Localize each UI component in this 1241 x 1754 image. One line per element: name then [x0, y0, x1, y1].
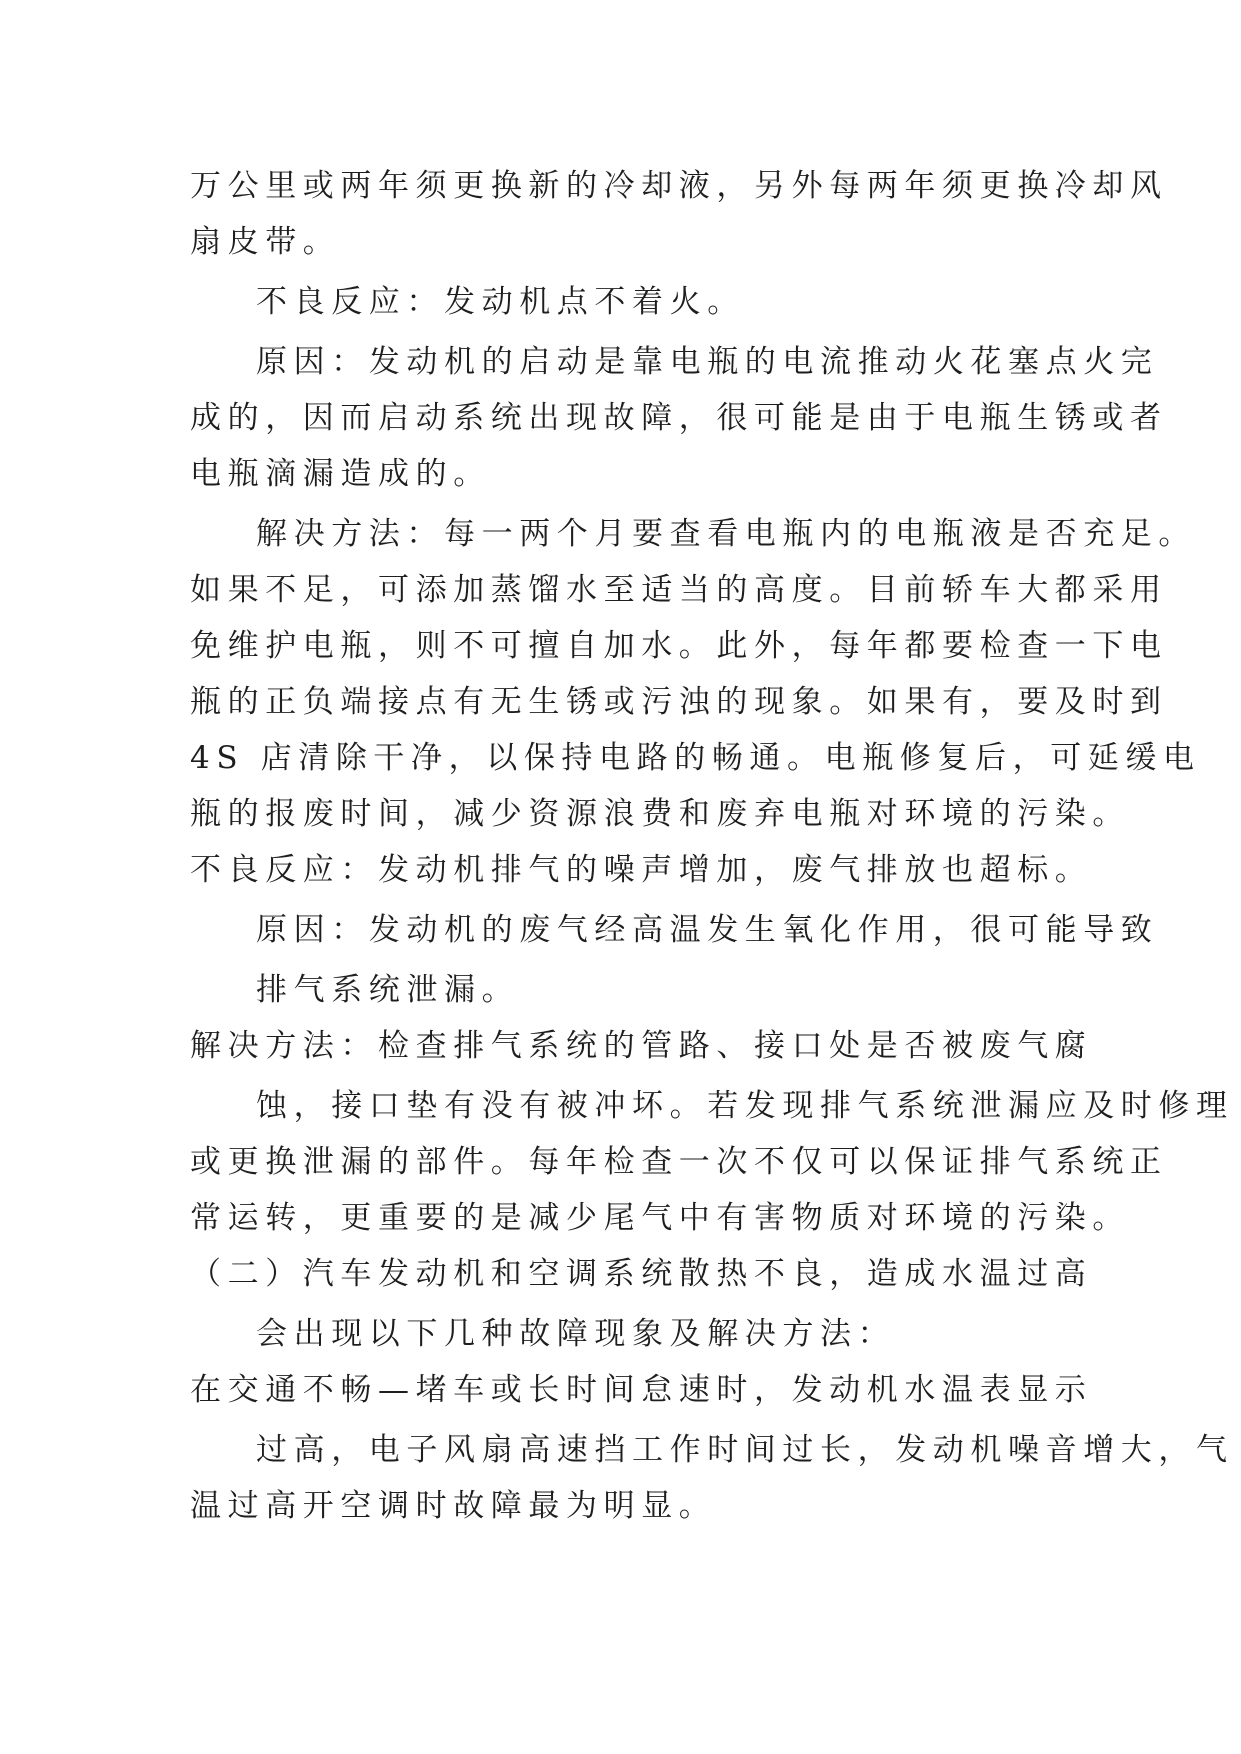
text-line: 温过高开空调时故障最为明显。	[190, 1488, 717, 1524]
text-line: 原因：发动机的废气经高温发生氧化作用，很可能导致	[256, 912, 1159, 948]
text-line: 常运转，更重要的是减少尾气中有害物质对环境的污染。	[190, 1200, 1130, 1236]
text-line: 瓶的报废时间，减少资源浪费和废弃电瓶对环境的污染。	[190, 796, 1130, 832]
text-line: 瓶的正负端接点有无生锈或污浊的现象。如果有，要及时到	[190, 684, 1168, 720]
text-line: 排气系统泄漏。	[256, 972, 520, 1008]
text-line: 不良反应：发动机排气的噪声增加，废气排放也超标。	[190, 852, 1093, 888]
text-line: 过高，电子风扇高速挡工作时间过长，发动机噪音增大，气	[256, 1432, 1234, 1468]
text-line: 在交通不畅—堵车或长时间怠速时，发动机水温表显示	[190, 1372, 1093, 1408]
text-line: 成的，因而启动系统出现故障，很可能是由于电瓶生锈或者	[190, 400, 1168, 436]
text-line: 解决方法：每一两个月要查看电瓶内的电瓶液是否充足。	[256, 516, 1196, 552]
text-line: 或更换泄漏的部件。每年检查一次不仅可以保证排气系统正	[190, 1144, 1168, 1180]
text-line: 免维护电瓶，则不可擅自加水。此外，每年都要检查一下电	[190, 628, 1168, 664]
text-line: 会出现以下几种故障现象及解决方法：	[256, 1316, 896, 1352]
text-line: 原因：发动机的启动是靠电瓶的电流推动火花塞点火完	[256, 344, 1159, 380]
text-line: 万公里或两年须更换新的冷却液，另外每两年须更换冷却风	[190, 168, 1168, 204]
text-line: 蚀，接口垫有没有被冲坏。若发现排气系统泄漏应及时修理	[256, 1088, 1234, 1124]
text-line: （二）汽车发动机和空调系统散热不良，造成水温过高	[190, 1256, 1093, 1292]
text-line: 电瓶滴漏造成的。	[190, 456, 491, 492]
text-line: 解决方法：检查排气系统的管路、接口处是否被废气腐	[190, 1028, 1093, 1064]
text-line: 4S 店清除干净，以保持电路的畅通。电瓶修复后，可延缓电	[190, 740, 1201, 776]
text-line: 如果不足，可添加蒸馏水至适当的高度。目前轿车大都采用	[190, 572, 1168, 608]
text-line: 扇皮带。	[190, 224, 341, 260]
text-line: 不良反应：发动机点不着火。	[256, 284, 745, 320]
